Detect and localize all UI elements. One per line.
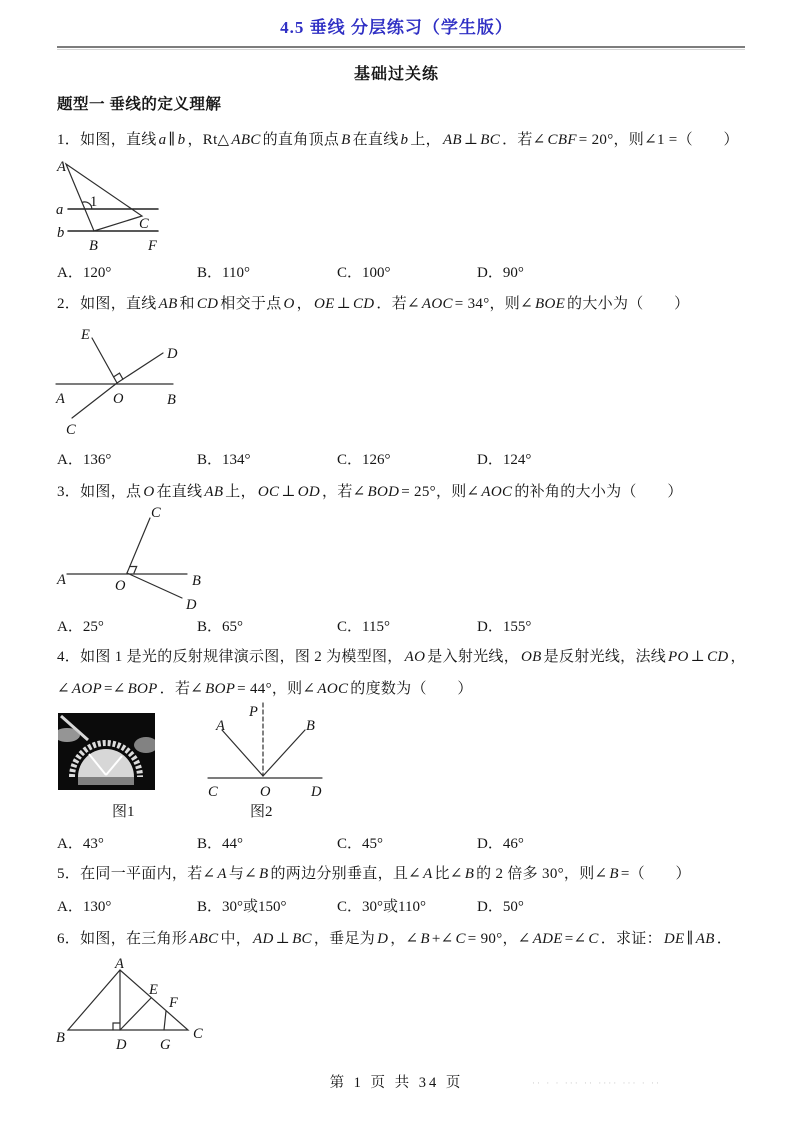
figure-2-caption: 图2 (250, 804, 273, 820)
option-c: C．45° (337, 836, 384, 852)
reflected-ray-ob (263, 730, 305, 776)
q1-label-f: F (148, 238, 157, 254)
right-angle-mark (130, 567, 137, 574)
q6-label-e: E (149, 982, 158, 998)
question-4-model-figure (205, 700, 327, 800)
question-6-stem: 6．如图，在三角形 ABC 中， AD ⊥ BC ，垂足为 D ，∠ B +∠ C = 90°，∠ ADE =∠ C ．求证： DE ∥ AB ． (57, 931, 732, 947)
right-angle-mark (113, 1023, 120, 1030)
q4-label-a: A (216, 718, 225, 734)
question-4-photo (58, 713, 155, 790)
faint-watermark: ·· · · ··· ·· ···· ··· · ·· (532, 1078, 661, 1088)
protractor-base (78, 777, 134, 785)
question-1-options (57, 261, 757, 282)
q1-label-angle1: 1 (90, 194, 98, 210)
figure-1-caption: 图1 (112, 804, 135, 820)
option-a: A．120° (57, 265, 112, 281)
q4-label-p: P (249, 704, 258, 720)
q6-label-b: B (56, 1030, 65, 1046)
q1-label-line-a: a (56, 202, 64, 218)
question-5-stem: 5．在同一平面内，若∠ A 与∠ B 的两边分别垂直，且∠ A 比∠ B 的 2 倍多 30°，则∠ B =（ ） (57, 866, 691, 882)
question-5-options (57, 895, 757, 916)
q2-label-c: C (66, 422, 76, 438)
option-c: C．126° (337, 452, 391, 468)
q2-label-b: B (167, 392, 176, 408)
segment-de (120, 998, 151, 1030)
question-4-stem-line2: ∠ AOP =∠ BOP ．若∠ BOP = 44°，则∠ AOC 的度数为（ ） (57, 681, 473, 697)
q6-label-d: D (116, 1037, 127, 1053)
segment-fg (164, 1011, 166, 1030)
option-c: C．115° (337, 619, 390, 635)
option-a: A．130° (57, 899, 112, 915)
q4-label-c: C (208, 784, 218, 800)
q4-label-o: O (260, 784, 271, 800)
q3-label-o: O (115, 578, 126, 594)
question-6-figure (55, 958, 205, 1054)
question-2-stem: 2．如图，直线 AB 和 CD 相交于点 O ， OE ⊥ CD ．若∠ AOC = 34°，则∠ BOE 的大小为（ ） (57, 296, 690, 312)
option-b: B．134° (197, 452, 251, 468)
ray-oe (92, 338, 117, 383)
q1-label-b-vertex: B (89, 238, 98, 254)
option-d: D．124° (477, 452, 532, 468)
question-1-stem: 1．如图，直线 a ∥ b ，Rt△ ABC 的直角顶点 B 在直线 b 上， AB ⊥ BC ．若∠ CBF = 20°，则∠1 =（ ） (57, 132, 739, 148)
q3-label-d: D (186, 597, 197, 613)
option-b: B．110° (197, 265, 250, 281)
question-3-figure (55, 505, 205, 615)
page-number: 第 1 页 共 34 页 (329, 1075, 464, 1091)
option-b: B．30°或150° (197, 899, 287, 915)
q3-label-b: B (192, 573, 201, 589)
question-2-options (57, 448, 757, 469)
section-header: 基础过关练 (353, 66, 439, 83)
q1-label-line-b: b (57, 225, 65, 241)
q2-label-o: O (113, 391, 124, 407)
ray-oc (127, 518, 150, 573)
ray-od (127, 573, 182, 598)
q6-label-a: A (115, 958, 124, 972)
option-a: A．43° (57, 836, 104, 852)
option-d: D．50° (477, 899, 524, 915)
q6-label-g: G (160, 1037, 171, 1053)
q1-label-c: C (139, 216, 149, 232)
q2-label-d: D (167, 346, 178, 362)
option-b: B．44° (197, 836, 244, 852)
q6-label-f: F (169, 995, 178, 1011)
q3-label-a: A (57, 572, 66, 588)
q2-label-a: A (56, 391, 65, 407)
question-3-options (57, 615, 757, 636)
question-1-figure (55, 160, 173, 255)
option-d: D．46° (477, 836, 524, 852)
header-divider (57, 46, 745, 50)
q3-label-c: C (151, 505, 161, 521)
q4-label-b: B (306, 718, 315, 734)
option-d: D．90° (477, 265, 524, 281)
option-c: C．100° (337, 265, 391, 281)
option-b: B．65° (197, 619, 244, 635)
q6-label-c: C (193, 1026, 203, 1042)
option-d: D．155° (477, 619, 532, 635)
q2-label-e: E (81, 327, 90, 343)
ray-od (117, 353, 163, 383)
triangle-abc (66, 164, 142, 231)
topic-header: 题型一 垂线的定义理解 (57, 96, 222, 113)
question-2-figure (55, 325, 183, 439)
question-3-stem: 3．如图，点 O 在直线 AB 上， OC ⊥ OD ，若∠ BOD = 25°，则∠ AOC 的补角的大小为（ ） (57, 484, 683, 500)
incident-ray-ao (222, 730, 263, 776)
page-title: 4.5 垂线 分层练习（学生版） (280, 18, 513, 37)
question-4-options (57, 832, 757, 853)
option-a: A．136° (57, 452, 112, 468)
option-a: A．25° (57, 619, 104, 635)
option-c: C．30°或110° (337, 899, 426, 915)
ray-oc (72, 383, 117, 418)
question-4-stem-line1: 4．如图 1 是光的反射规律演示图，图 2 为模型图， AO 是入射光线， OB 是反射光线，法线 PO ⊥ CD ， (57, 649, 746, 665)
q4-label-d: D (311, 784, 322, 800)
q1-label-a-vertex: A (57, 160, 66, 175)
